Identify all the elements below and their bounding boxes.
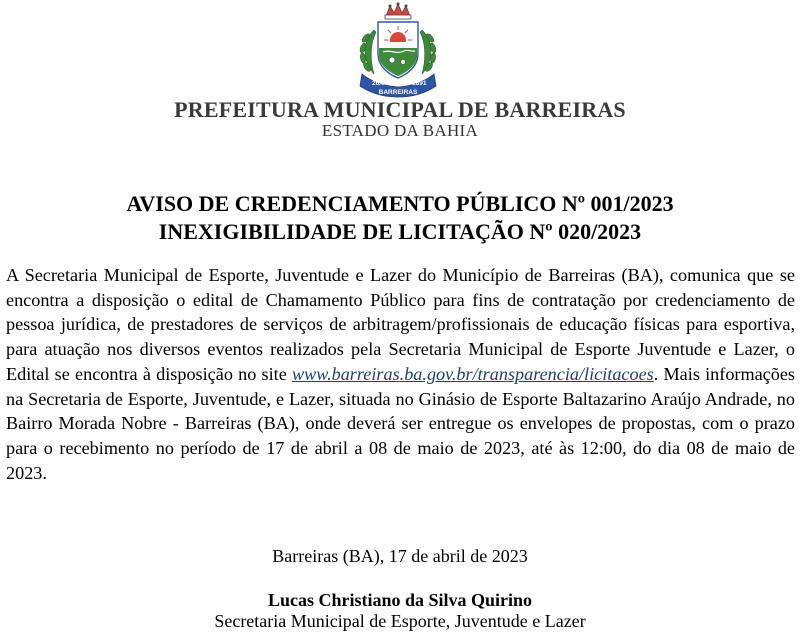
- state-subtitle: ESTADO DA BAHIA: [321, 121, 479, 140]
- place-and-date: Barreiras (BA), 17 de abril de 2023: [272, 546, 528, 566]
- municipality-title: PREFEITURA MUNICIPAL DE BARREIRAS: [174, 97, 626, 122]
- notice-title-line1: AVISO DE CREDENCIAMENTO PÚBLICO Nº 001/2023: [126, 191, 674, 216]
- notice-body: [6, 263, 795, 485]
- crest-banner-text: BARREIRAS: [378, 89, 418, 96]
- transparency-link[interactable]: www.barreiras.ba.gov.br/transparencia/licitacoes: [292, 363, 654, 384]
- signatory-role: Secretaria Municipal de Esporte, Juventude e Lazer: [214, 611, 586, 631]
- crest-year-left: 26/05: [372, 80, 389, 87]
- municipal-crest-logo: [348, 2, 448, 98]
- notice-body-part1: A Secretaria Municipal de Esporte, Juventude e Lazer do Município de Barreiras (BA), comunica que se encontra a disposição o edital de Chamamento Público para fins de contratação por credenciamento de pessoa jurídica, de prestadores de serviços de arbitragem/profissionais de educação físicas para esportiva, para atuação nos diversos eventos realizados pela Secretaria Municipal de Esporte Juventude e Lazer, o Edital se encontra à disposição no site: [6, 265, 795, 384]
- signatory-name: Lucas Christiano da Silva Quirino: [267, 590, 533, 610]
- crest-year-right: 1891: [412, 80, 427, 87]
- notice-title-line2: INEXIGIBILIDADE DE LICITAÇÃO Nº 020/2023: [158, 219, 642, 244]
- notice-body-part2: . Mais informações na Secretaria de Esporte, Juventude, e Lazer, situada no Ginásio de Esporte Baltazarino Araújo Andrade, no Bairro Morada Nobre - Barreiras (BA), onde deverá ser entregue os envelopes de propostas, com o prazo para o recebimento no período de 17 de abril a 08 de maio de 2023, até às 12:00, do dia 08 de maio de 2023.: [6, 363, 795, 483]
- crown-icon: [385, 3, 411, 20]
- shield-icon: [378, 22, 418, 78]
